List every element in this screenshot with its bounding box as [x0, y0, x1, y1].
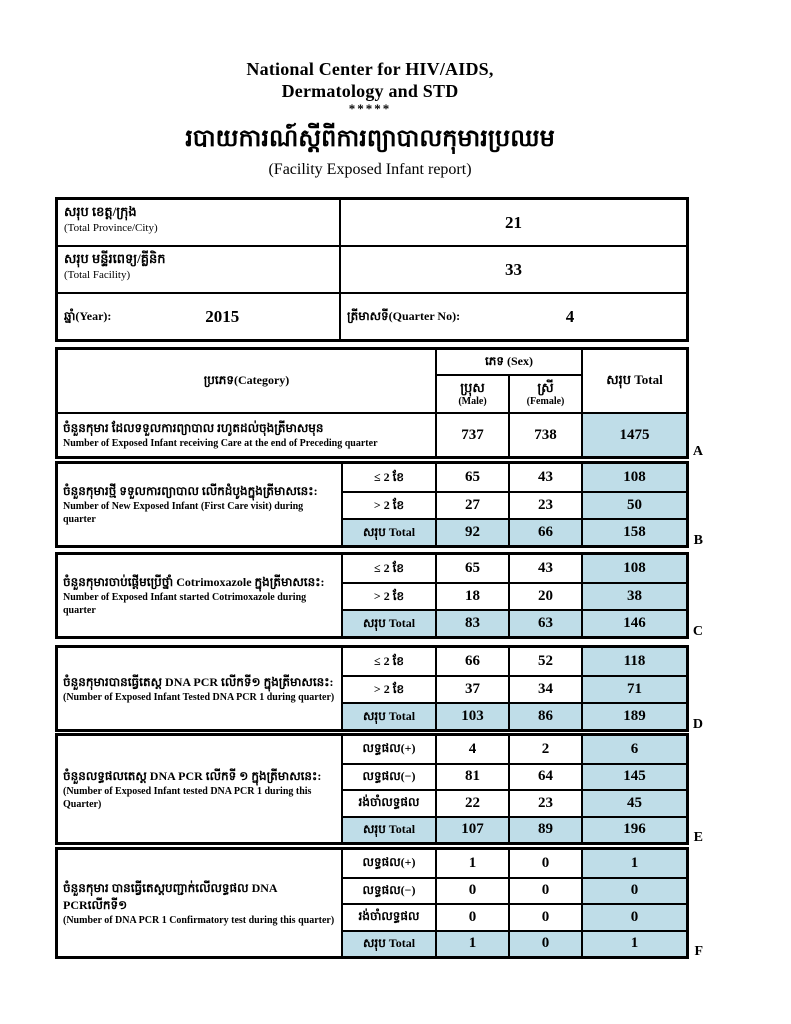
section-e-label-khmer: ចំនួនលទ្ធផលតេស្ត DNA PCR លើកទី ១ ក្នុងត្រីមាសនេះ:: [63, 768, 322, 783]
grand-total-cell: 189: [581, 702, 686, 729]
female-header-english: (Female): [526, 396, 565, 407]
sex-header-cell: ភេទ (Sex): [435, 350, 581, 374]
summary-table: [55, 197, 689, 342]
male-value-cell: 737: [435, 412, 508, 456]
org-name-line2: Dermatology and STD: [281, 81, 459, 101]
grand-total-cell: 158: [581, 518, 686, 545]
female-total-cell: 66: [508, 518, 581, 545]
total-value-cell: 38: [581, 582, 686, 609]
total-value-cell: 50: [581, 491, 686, 518]
section-e-letter: E: [693, 830, 703, 845]
female-total-cell: 89: [508, 816, 581, 843]
total-value-cell: 118: [581, 648, 686, 675]
male-value-cell: 66: [435, 648, 508, 675]
section-c-label-khmer: ចំនួនកុមារចាប់ផ្តើមប្រើថ្នាំ Cotrimoxazole ក្នុងត្រីមាសនេះ:: [63, 575, 325, 589]
org-name-line1: National Center for HIV/AIDS,: [246, 59, 494, 79]
female-total-cell: 86: [508, 702, 581, 729]
summary-row-province: [58, 200, 686, 245]
total-row-label-cell: សរុប Total: [341, 930, 435, 957]
male-total-cell: 83: [435, 609, 508, 636]
male-total-cell: 107: [435, 816, 508, 843]
row-label-cell: ≤ 2 ខែ: [341, 648, 435, 675]
male-value-cell: 18: [435, 582, 508, 609]
male-value-cell: 0: [435, 903, 508, 930]
section-b-table: [55, 461, 703, 548]
total-value-cell: 0: [581, 903, 686, 930]
report-title-english: (Facility Exposed Infant report): [268, 161, 472, 178]
total-value-cell: 108: [581, 555, 686, 582]
female-value-cell: 43: [508, 555, 581, 582]
male-value-cell: 37: [435, 675, 508, 702]
row-label-cell: ≤ 2 ខែ: [341, 464, 435, 491]
female-total-cell: 63: [508, 609, 581, 636]
row-label-cell: ≤ 2 ខែ: [341, 555, 435, 582]
female-header-khmer: ស្រី: [537, 380, 554, 395]
row-label-cell: > 2 ខែ: [341, 675, 435, 702]
female-value-cell: 34: [508, 675, 581, 702]
male-header-cell: [435, 374, 508, 412]
total-row-label-cell: សរុប Total: [341, 702, 435, 729]
grand-total-cell: 196: [581, 816, 686, 843]
province-label-cell: [58, 200, 339, 245]
female-value-cell: 23: [508, 491, 581, 518]
section-d-category-cell: [58, 648, 341, 729]
total-value-cell: 45: [581, 789, 686, 816]
section-b-letter: B: [693, 533, 703, 548]
female-value-cell: 20: [508, 582, 581, 609]
section-c-category-cell: [58, 555, 341, 636]
total-row-label-cell: សរុប Total: [341, 609, 435, 636]
male-value-cell: 0: [435, 877, 508, 904]
section-e-label-english: (Number of Exposed Infant tested DNA PCR 1 during this Quarter): [63, 785, 312, 810]
male-header-english: (Male): [458, 396, 487, 407]
female-value-cell: 0: [508, 850, 581, 877]
female-value-cell: 738: [508, 412, 581, 456]
quarter-label: ត្រីមាសទី(Quarter No):: [347, 308, 461, 323]
total-header-cell: សរុប Total: [581, 350, 686, 412]
grand-total-cell: 1: [581, 930, 686, 957]
total-row-label-cell: សរុប Total: [341, 518, 435, 545]
male-value-cell: 27: [435, 491, 508, 518]
male-total-cell: 92: [435, 518, 508, 545]
section-f-label-khmer: ចំនួនកុមារ បានធ្វើតេស្តបញ្ជាក់លើលទ្ធផល DNA PCRលើកទី១: [63, 880, 277, 912]
province-total-value: 21: [339, 200, 686, 245]
quarter-value: 4: [565, 306, 575, 326]
section-a-label-khmer: ចំនួនកុមារ ដែលទទួលការព្យាបាល រហូតដល់ចុងត្រីមាសមុន: [63, 421, 324, 435]
row-label-cell: > 2 ខែ: [341, 582, 435, 609]
row-label-cell: លទ្ធផល(−): [341, 877, 435, 904]
grand-total-cell: 146: [581, 609, 686, 636]
male-value-cell: 65: [435, 464, 508, 491]
female-value-cell: 23: [508, 789, 581, 816]
female-value-cell: 64: [508, 763, 581, 790]
row-label-cell: លទ្ធផល(−): [341, 763, 435, 790]
section-b-label-khmer: ចំនួនកុមារថ្មី ទទួលការព្យាបាល លើកដំបូងក្នុងត្រីមាសនេះ:: [63, 484, 318, 498]
female-value-cell: 43: [508, 464, 581, 491]
male-value-cell: 81: [435, 763, 508, 790]
male-value-cell: 65: [435, 555, 508, 582]
section-f-category-cell: [58, 850, 341, 956]
section-a-table: [55, 347, 703, 459]
facility-label-khmer: សរុប មន្ទីរពេទ្យ/គ្លីនិក: [64, 251, 166, 266]
total-value-cell: 0: [581, 877, 686, 904]
facility-total-value: 33: [339, 247, 686, 292]
stars-divider: *****: [348, 101, 392, 116]
summary-row-year-quarter: [58, 292, 686, 339]
male-total-cell: 1: [435, 930, 508, 957]
section-a-letter: A: [692, 444, 703, 459]
total-value-cell: 71: [581, 675, 686, 702]
year-label: ឆ្នាំ(Year):: [64, 308, 112, 323]
row-label-cell: រង់ចាំលទ្ធផល: [341, 903, 435, 930]
female-header-cell: [508, 374, 581, 412]
female-value-cell: 0: [508, 903, 581, 930]
section-c-table: [55, 552, 703, 639]
section-c-label-english: Number of Exposed Infant started Cotrimoxazole during quarter: [63, 592, 307, 616]
total-value-cell: 6: [581, 736, 686, 763]
section-d-table: [55, 645, 703, 732]
facility-label-cell: [58, 247, 339, 292]
row-label-cell: លទ្ធផល(+): [341, 736, 435, 763]
facility-label-english: (Total Facility): [64, 269, 131, 281]
section-a-category-cell: [58, 412, 435, 456]
male-header-khmer: ប្រុស: [460, 380, 485, 395]
category-header-cell: ប្រភេទ(Category): [203, 373, 290, 387]
total-value-cell: 1: [581, 850, 686, 877]
row-label-cell: លទ្ធផល(+): [341, 850, 435, 877]
year-cell: [58, 294, 339, 339]
report-header: [0, 58, 740, 180]
male-value-cell: 22: [435, 789, 508, 816]
total-value-cell: 1475: [581, 412, 686, 456]
section-e-table: [55, 733, 703, 845]
female-value-cell: 52: [508, 648, 581, 675]
quarter-cell: [339, 294, 686, 339]
male-value-cell: 4: [435, 736, 508, 763]
section-f-table: [55, 847, 703, 959]
section-d-letter: D: [692, 717, 703, 732]
male-total-cell: 103: [435, 702, 508, 729]
province-label-english: (Total Province/City): [64, 222, 158, 234]
section-e-category-cell: [58, 736, 341, 842]
section-f-letter: F: [694, 944, 703, 959]
year-value: 2015: [205, 306, 240, 326]
female-value-cell: 0: [508, 877, 581, 904]
province-label-khmer: សរុប ខេត្ត/ក្រុង: [64, 204, 137, 219]
section-d-label-khmer: ចំនួនកុមារបានធ្វើតេស្ត DNA PCR លើកទី១ ក្នុងត្រីមាសនេះ:: [63, 674, 334, 689]
female-value-cell: 2: [508, 736, 581, 763]
total-value-cell: 108: [581, 464, 686, 491]
report-title-khmer: របាយការណ៍ស្តីពីការព្យាបាលកុមារប្រឈម: [185, 126, 555, 152]
section-d-label-english: (Number of Exposed Infant Tested DNA PCR 1 during quarter): [63, 691, 335, 703]
male-value-cell: 1: [435, 850, 508, 877]
row-label-cell: រង់ចាំលទ្ធផល: [341, 789, 435, 816]
row-label-cell: > 2 ខែ: [341, 491, 435, 518]
section-b-category-cell: [58, 464, 341, 545]
section-b-label-english: Number of New Exposed Infant (First Care visit) during quarter: [63, 501, 304, 525]
section-c-letter: C: [692, 624, 703, 639]
female-total-cell: 0: [508, 930, 581, 957]
section-f-label-english: (Number of DNA PCR 1 Confirmatory test during this quarter): [63, 914, 335, 926]
total-row-label-cell: សរុប Total: [341, 816, 435, 843]
section-a-label-english: Number of Exposed Infant receiving Care at the end of Preceding quarter: [63, 438, 378, 449]
total-value-cell: 145: [581, 763, 686, 790]
summary-row-facility: [58, 245, 686, 292]
